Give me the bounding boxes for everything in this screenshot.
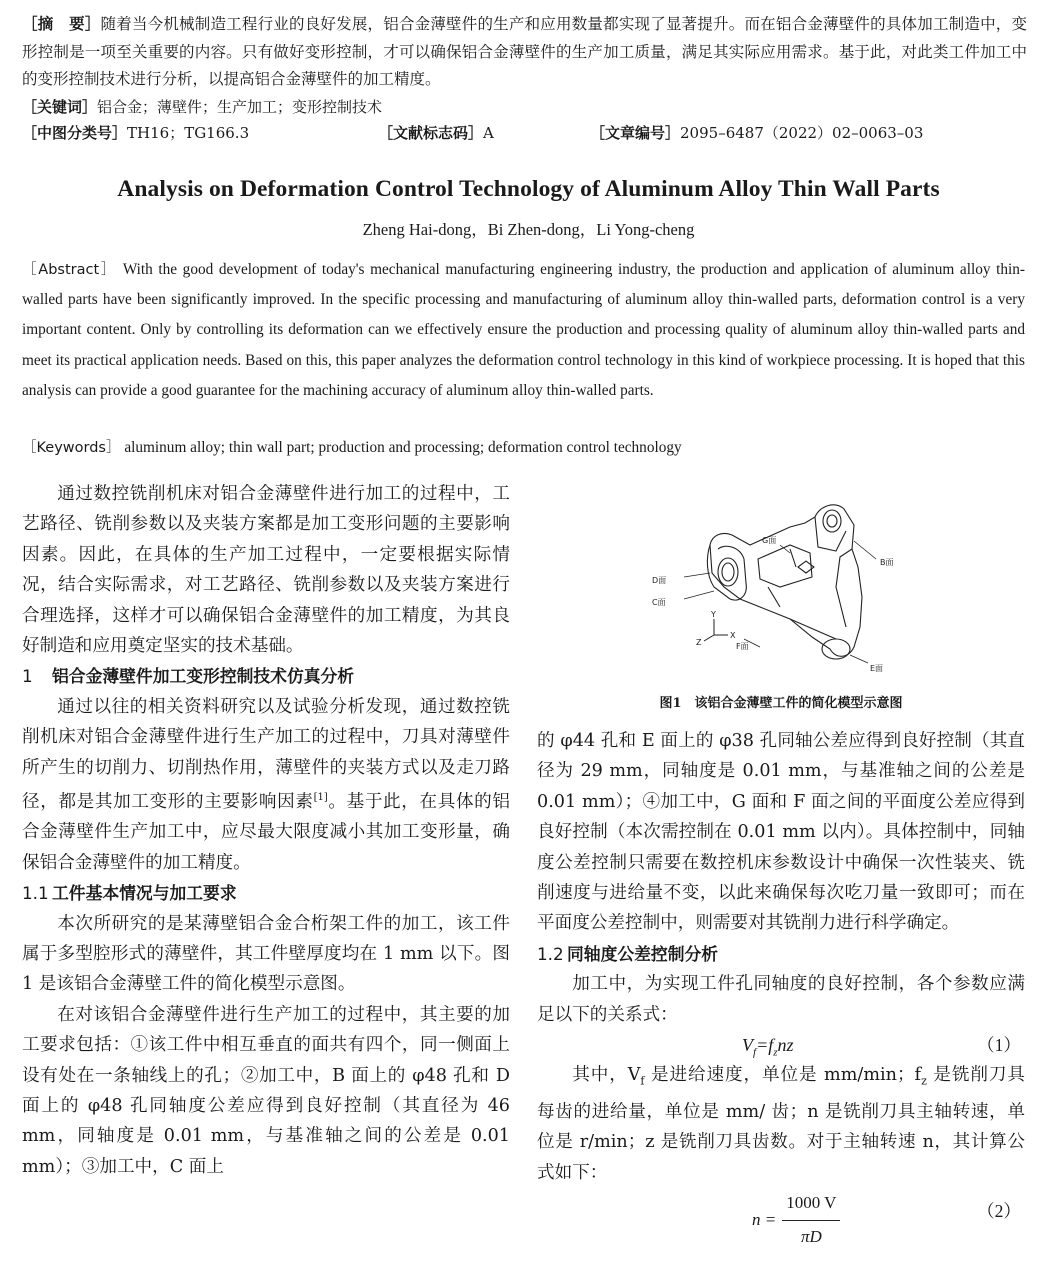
keywords-label: ［关键词］ [22, 97, 98, 116]
section-1-2-number: 1.2 [537, 943, 564, 964]
equation-1-number: （1） [977, 1035, 1021, 1056]
section-1-1-title: 工件基本情况与加工要求 [52, 883, 237, 904]
english-title: Analysis on Deformation Control Technology of Aluminum Alloy Thin Wall Parts [117, 176, 940, 202]
variable-def-c: 是铣削刀具每齿的进给量，单位是 mm/ 齿；n 是铣削刀具主轴转速，单位是 r/min；z 是铣削刀具齿数。对于主轴转速 n，其计算公式如下： [537, 1065, 1025, 1183]
clc-field [22, 120, 249, 146]
figure-1-caption: 图1 该铝合金薄壁工件的简化模型示意图 [659, 696, 903, 711]
english-authors: Zheng Hai-dong，Bi Zhen-dong，Li Yong-cheng [362, 220, 695, 239]
section-1-text-b: 。基于此，在具体的铝合金薄壁件生产加工中，应尽最大限度减小其加工变形量，确保铝合金薄壁件的加工精度。 [22, 791, 510, 873]
chinese-abstract [22, 10, 1027, 148]
clc-value: TH16；TG166.3 [127, 123, 250, 142]
intro-paragraph: 通过数控铣削机床对铝合金薄壁件进行加工的过程中，工艺路径、铣削参数以及夹装方案都是加工变形问题的主要影响因素。因此，在具体的生产加工过程中，一定要根据实际情况，结合实际需求，对工艺路径、铣削参数以及夹装方案进行合理选择，这样才可以确保铝合金薄壁件的加工精度，为其良好制造和应用奠定坚实的技术基础。 [22, 484, 510, 657]
equation-2-denominator: πD [800, 1226, 822, 1246]
abstract-label: ［摘 要］ [22, 14, 101, 33]
doc-code-value: A [483, 123, 494, 142]
section-1-2-paragraph-1: 加工中，为实现工件孔同轴度的良好控制，各个参数应满足以下的关系式： [537, 974, 1025, 1025]
section-1-paragraph [22, 692, 510, 878]
section-1-1-number: 1.1 [22, 883, 49, 904]
section-1-2-heading [537, 939, 1025, 969]
english-keywords-label: ［Keywords］ [22, 440, 121, 456]
doc-code-field [378, 120, 494, 146]
equation-1 [537, 1030, 1025, 1060]
label-f-face: F面 [736, 642, 749, 651]
section-1-2-paragraph-2: 其中，$V_f$ 是进给速度，单位是 mm/min；$f_z$ 是铣削刀具每齿的进给量，单位是 mm/ 齿；n 是铣削刀具主轴转速，单位是 r/min；z 是铣削刀具齿数。对于主轴转速 n，其计算公式如下： [537, 1065, 1025, 1183]
classification-line [22, 120, 1027, 148]
part-model-drawing [640, 487, 910, 677]
chinese-abstract-body [22, 10, 1027, 94]
english-abstract-label: ［Abstract］ [22, 262, 118, 278]
keywords-line [22, 94, 1027, 120]
english-abstract-text: With the good development of today's mechanical manufacturing engineering industry, the production and application of aluminum alloy thin-walled parts have been significantly improved. In the specific processing and manufacturing of aluminum alloy thin-walled parts, deformation control is a very important content. Only by controlling its deformation can we effectively ensure the production and processing quality of aluminum alloy thin-walled parts and meet its practical application needs. Based on this, this paper analyzes the deformation control technology in this kind of workpiece processing. It is hoped that this analysis can provide a good guarantee for the machining accuracy of aluminum alloy thin-walled parts. [22, 261, 1025, 399]
equation-2-number: （2） [977, 1201, 1021, 1222]
keywords-text: 铝合金；薄壁件；生产加工；变形控制技术 [97, 97, 383, 116]
equation-1-formula: $V_f=f_znz$ [742, 1035, 794, 1059]
article-no-field [590, 120, 923, 146]
abstract-text: 随着当今机械制造工程行业的良好发展，铝合金薄壁件的生产和应用数量都实现了显著提升。而在铝合金薄壁件的具体加工制造中，变形控制是一项至关重要的内容。只有做好变形控制，才可以确保铝合金薄壁件的生产加工质量，满足其实际应用需求。基于此，对此类工件加工中的变形控制技术进行分析，以提高铝合金薄壁件的加工精度。 [22, 15, 1027, 88]
figure-1 [640, 487, 910, 677]
article-no-label: ［文章编号］ [590, 123, 681, 142]
equation-2-numerator: 1000 V [782, 1188, 840, 1220]
english-keywords [22, 434, 1025, 462]
doc-code-label: ［文献标志码］ [378, 123, 484, 142]
section-1-text-a: 通过以往的相关资料研究以及试验分析发现，通过数控铣削机床对铝合金薄壁件进行生产加工的过程中，刀具对薄壁件所产生的切削力、切削热作用，薄壁件的夹装方式以及走刀路径，都是其加工变形的主要影响因素 [22, 696, 510, 812]
label-g-face: G面 [762, 536, 777, 545]
label-d-face: D面 [652, 576, 667, 585]
equation-2-formula [752, 1188, 840, 1252]
english-keywords-text: aluminum alloy; thin wall part; production and processing; deformation control technology [124, 439, 682, 456]
axis-x-label: X [730, 631, 736, 640]
citation-ref: [1] [313, 792, 328, 804]
section-1-number: 1 [22, 666, 33, 687]
section-1-1-heading [22, 878, 510, 908]
label-b-face: B面 [880, 558, 894, 567]
label-e-face: E面 [870, 664, 884, 673]
section-1-title: 铝合金薄壁件加工变形控制技术仿真分析 [52, 666, 355, 687]
equation-2-lhs: n = [752, 1209, 777, 1229]
variable-def-a: 其中，V [572, 1065, 641, 1086]
article-no-value: 2095–6487（2022）02–0063–03 [680, 123, 924, 142]
variable-def-b: 是进给速度，单位是 mm/min；f [644, 1065, 922, 1086]
axis-z-label: Z [696, 638, 702, 647]
left-column [22, 479, 510, 1182]
label-c-face: C面 [652, 598, 666, 607]
section-1-2-title: 同轴度公差控制分析 [567, 943, 719, 964]
section-1-heading [22, 661, 510, 691]
section-1-1-paragraph-2: 在对该铝合金薄壁件进行生产加工的过程中，其主要的加工要求包括：①该工件中相互垂直的面共有四个，同一侧面上设有处在一条轴线上的孔；②加工中，B 面上的 φ48 孔和 D 面上的 φ48 孔同轴度公差应得到良好控制（其直径为 46 mm，同轴度是 0.01 mm，与基准轴之间的公差是 0.01 mm）；③加工中，C 面上 [22, 1004, 510, 1177]
clc-label: ［中图分类号］ [22, 123, 128, 142]
axis-y-label: Y [711, 610, 716, 619]
section-1-1-paragraph-1: 本次所研究的是某薄壁铝合金合桁架工件的加工，该工件属于多型腔形式的薄壁件，其工件壁厚度均在 1 mm 以下。图 1 是该铝合金薄壁工件的简化模型示意图。 [22, 913, 510, 995]
continued-paragraph: 的 φ44 孔和 E 面上的 φ38 孔同轴公差应得到良好控制（其直径为 29 mm，同轴度是 0.01 mm，与基准轴之间的公差是 0.01 mm）；④加工中，G 面和 F 面之间的平面度公差应得到良好控制（本次需控制在 0.01 mm 以内）。具体控制中，同轴度公差控制只需要在数控机床参数设计中确保一次性装夹、铣削速度与进给量不变，以此来确保每次吃刀量一致即可；而在平面度公差控制中，则需要对其铣削力进行科学确定。 [537, 731, 1025, 934]
english-abstract [22, 255, 1025, 406]
